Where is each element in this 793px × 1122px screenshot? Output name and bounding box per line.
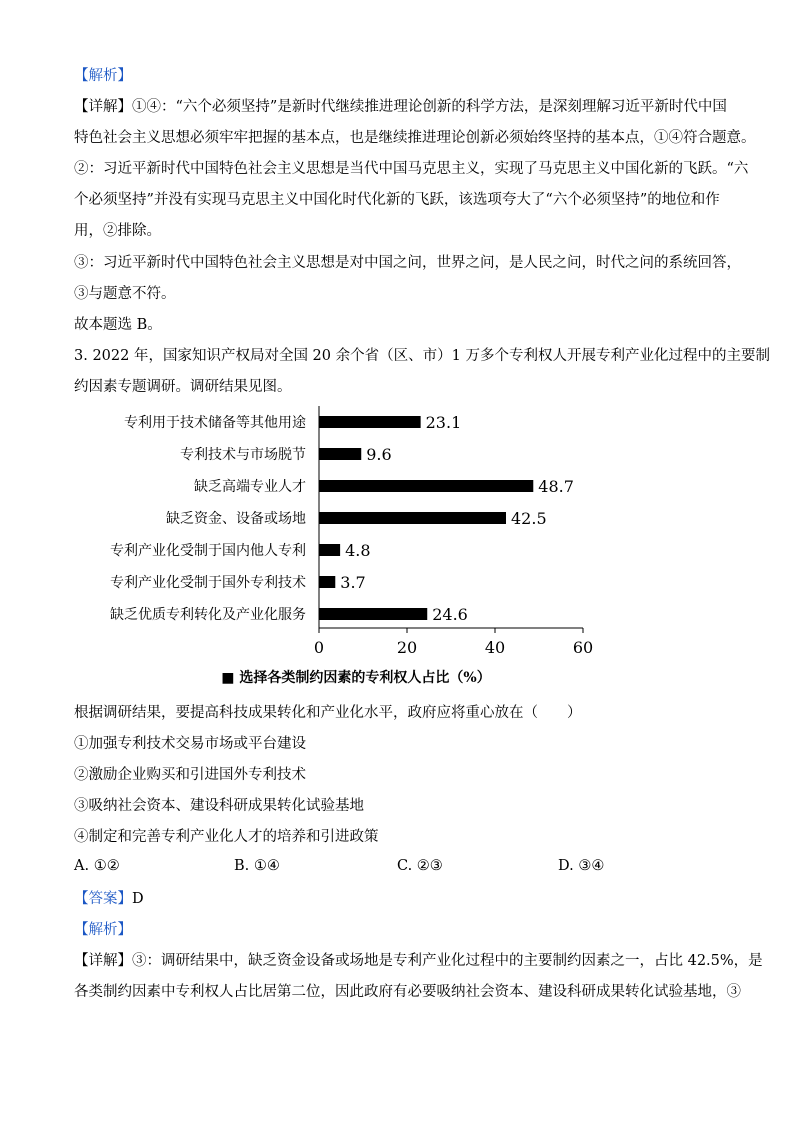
option-c: C. ②③ — [397, 858, 443, 874]
analysis-tag: 【解析】 — [74, 922, 132, 938]
answer-line — [74, 889, 144, 909]
analysis-tag-top: 【解析】 — [74, 68, 132, 84]
bar-value-label: 42.5 — [511, 509, 547, 528]
bar-value-label: 48.7 — [538, 477, 574, 496]
detail-tag: 【详解】 — [74, 99, 132, 115]
bar — [319, 608, 427, 620]
category-label: 缺乏资金、设备或场地 — [166, 511, 306, 527]
x-tick-label: 40 — [484, 638, 506, 657]
prev-detail-line-2: 特色社会主义思想必须牢牢把握的基本点，也是继续推进理论创新必须始终坚持的基本点，①④符合题意。 — [74, 130, 756, 146]
bar — [319, 512, 506, 524]
prev-detail-line-7: ③与题意不符。 — [74, 286, 176, 302]
prev-detail-line-1: 【详解】①④：“六个必须坚持”是新时代继续推进理论创新的科学方法，是深刻理解习近平新时代中国 — [74, 99, 727, 115]
option-d: D. ③④ — [558, 858, 605, 874]
prev-detail-line-4: 个必须坚持”并没有实现马克思主义中国化时代化新的飞跃，该选项夸大了“六个必须坚持”的地位和作 — [74, 192, 720, 208]
answer-value: D — [132, 891, 144, 907]
category-label: 专利产业化受制于国外专利技术 — [110, 575, 306, 591]
prev-conclusion: 故本题选 B。 — [74, 317, 162, 333]
statement-3: ③吸纳社会资本、建设科研成果转化试验基地 — [74, 798, 364, 814]
chart-legend: ■ 选择各类制约因素的专利权人占比（%） — [221, 670, 491, 686]
statement-2: ②激励企业购买和引进国外专利技术 — [74, 767, 306, 783]
prev-detail-line-3: ②：习近平新时代中国特色社会主义思想是当代中国马克思主义，实现了马克思主义中国化新的飞跃。“六 — [74, 161, 749, 177]
answer-tag: 【答案】 — [74, 891, 132, 907]
question-stem-line-1: 3. 2022 年，国家知识产权局对全国 20 余个省（区、市）1 万多个专利权人开展专利产业化过程中的主要制 — [74, 348, 770, 364]
bar — [319, 480, 533, 492]
analysis-line-2: 各类制约因素中专利权人占比居第二位，因此政府有必要吸纳社会资本、建设科研成果转化试验基地，③ — [74, 984, 741, 1000]
bar-value-label: 24.6 — [432, 605, 468, 624]
question-stem-line-2: 约因素专题调研。调研结果见图。 — [74, 379, 292, 395]
category-label: 专利产业化受制于国内他人专利 — [110, 543, 306, 559]
category-label: 缺乏优质专利转化及产业化服务 — [110, 607, 306, 623]
statement-4: ④制定和完善专利产业化人才的培养和引进政策 — [74, 829, 379, 845]
question-prompt: 根据调研结果，要提高科技成果转化和产业化水平，政府应将重心放在（ ） — [74, 705, 582, 721]
bar-value-label: 4.8 — [345, 541, 371, 560]
x-tick-label: 20 — [396, 638, 418, 657]
bar — [319, 448, 361, 460]
bar — [319, 576, 335, 588]
option-b: B. ①④ — [234, 858, 280, 874]
prev-detail-line-6: ③：习近平新时代中国特色社会主义思想是对中国之问，世界之问，是人民之问，时代之问的系统回答， — [74, 255, 741, 271]
category-label: 专利用于技术储备等其他用途 — [124, 415, 306, 431]
prev-detail-line-5: 用，②排除。 — [74, 223, 161, 239]
x-tick-label: 0 — [313, 638, 325, 657]
analysis-detail-tag: 【详解】 — [74, 953, 132, 969]
category-label: 专利技术与市场脱节 — [180, 447, 306, 463]
bar-value-label: 9.6 — [366, 445, 392, 464]
bar — [319, 544, 340, 556]
category-label: 缺乏高端专业人才 — [194, 479, 306, 495]
x-tick-label: 60 — [572, 638, 594, 657]
bar — [319, 416, 421, 428]
bar-value-label: 3.7 — [340, 573, 366, 592]
bar-value-label: 23.1 — [425, 413, 462, 432]
statement-1: ①加强专利技术交易市场或平台建设 — [74, 736, 306, 752]
option-a: A. ①② — [74, 858, 120, 874]
analysis-line-1: 【详解】③：调研结果中，缺乏资金设备或场地是专利产业化过程中的主要制约因素之一，占比 42.5%，是 — [74, 953, 763, 969]
bar-chart — [0, 398, 793, 692]
